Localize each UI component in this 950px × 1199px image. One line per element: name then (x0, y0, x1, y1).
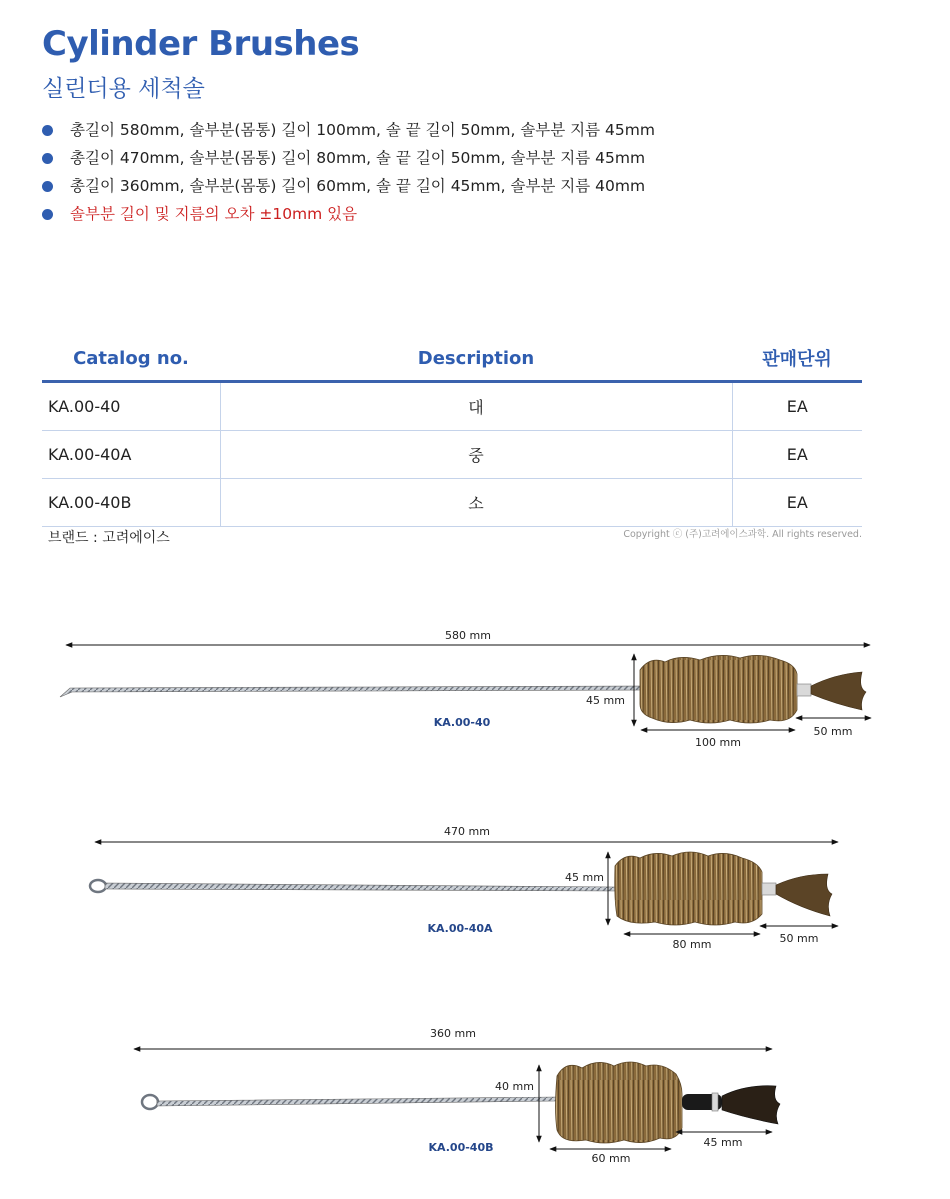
brush-head (640, 655, 797, 723)
collar (797, 684, 811, 696)
spec-item-tolerance (42, 202, 655, 230)
cell-description: 소 (220, 479, 732, 527)
cell-unit: EA (732, 479, 862, 527)
cell-code: KA.00-40A (42, 431, 220, 479)
spec-item (42, 146, 655, 174)
cell-unit: EA (732, 382, 862, 431)
handle-loop (142, 1095, 158, 1109)
header-unit: 판매단위 (732, 336, 862, 382)
spec-item (42, 174, 655, 202)
handle-wire (157, 1097, 557, 1106)
table-row (42, 382, 862, 431)
header-catalog-no: Catalog no. (42, 336, 220, 382)
brush-code-label: KA.00-40A (427, 922, 493, 935)
brush-diagrams (0, 600, 950, 1190)
tip-length-label: 50 mm (813, 725, 853, 738)
spec-text: 총길이 360mm, 솔부분(몸통) 길이 60mm, 솔 끝 길이 45mm, 솔부분 지름 40mm (70, 177, 646, 195)
table-header-row (42, 336, 862, 382)
body-length-label: 60 mm (591, 1152, 631, 1165)
handle-wire (60, 686, 640, 697)
copyright-notice: Copyright ⓒ (주)고려에이스과학. All rights reserved. (623, 529, 862, 540)
table-row (42, 431, 862, 479)
cell-code: KA.00-40B (42, 479, 220, 527)
header-description: Description (220, 336, 732, 382)
tip-length-label: 45 mm (703, 1136, 743, 1149)
total-length-label: 580 mm (445, 629, 491, 642)
spec-list (42, 118, 655, 230)
brush-tip (811, 672, 866, 710)
total-length-label: 360 mm (430, 1027, 476, 1040)
spec-text: 총길이 470mm, 솔부분(몸통) 길이 80mm, 솔 끝 길이 50mm, 솔부분 지름 45mm (70, 149, 646, 167)
diameter-label: 40 mm (495, 1080, 534, 1093)
body-length-label: 80 mm (672, 938, 712, 951)
spec-text: 솔부분 길이 및 지름의 오차 ±10mm 있음 (70, 205, 358, 223)
collar-ring (712, 1093, 718, 1111)
tip-length-label: 50 mm (779, 932, 819, 945)
brand-label: 브랜드 : 고려에이스 (48, 530, 170, 546)
table-row (42, 479, 862, 527)
page-subtitle: 실린더용 세척솔 (42, 76, 205, 102)
collar (762, 883, 776, 895)
catalog-table (42, 336, 862, 527)
spec-item (42, 118, 655, 146)
bullet-icon (42, 153, 53, 164)
spec-text: 총길이 580mm, 솔부분(몸통) 길이 100mm, 솔 끝 길이 50mm, 솔부분 지름 45mm (70, 121, 655, 139)
brush-tip (776, 874, 832, 916)
brush-code-label: KA.00-40B (428, 1141, 494, 1154)
body-length-label: 100 mm (695, 736, 741, 749)
cell-code: KA.00-40 (42, 382, 220, 431)
handle-loop (90, 880, 106, 892)
total-length-label: 470 mm (444, 825, 490, 838)
cell-description: 중 (220, 431, 732, 479)
brush-ka-00-40 (60, 629, 871, 749)
handle-wire (105, 883, 615, 891)
brush-ka-00-40b (134, 1027, 780, 1165)
brush-ka-00-40a (90, 825, 838, 951)
bullet-icon (42, 209, 53, 220)
cell-description: 대 (220, 382, 732, 431)
diameter-label: 45 mm (565, 871, 604, 884)
page-title: Cylinder Brushes (42, 24, 360, 64)
diameter-label: 45 mm (586, 694, 625, 707)
cell-unit: EA (732, 431, 862, 479)
brush-tip (722, 1086, 780, 1124)
bullet-icon (42, 181, 53, 192)
bullet-icon (42, 125, 53, 136)
brush-head (615, 852, 762, 925)
brush-code-label: KA.00-40 (433, 716, 491, 729)
brush-head (556, 1062, 683, 1143)
